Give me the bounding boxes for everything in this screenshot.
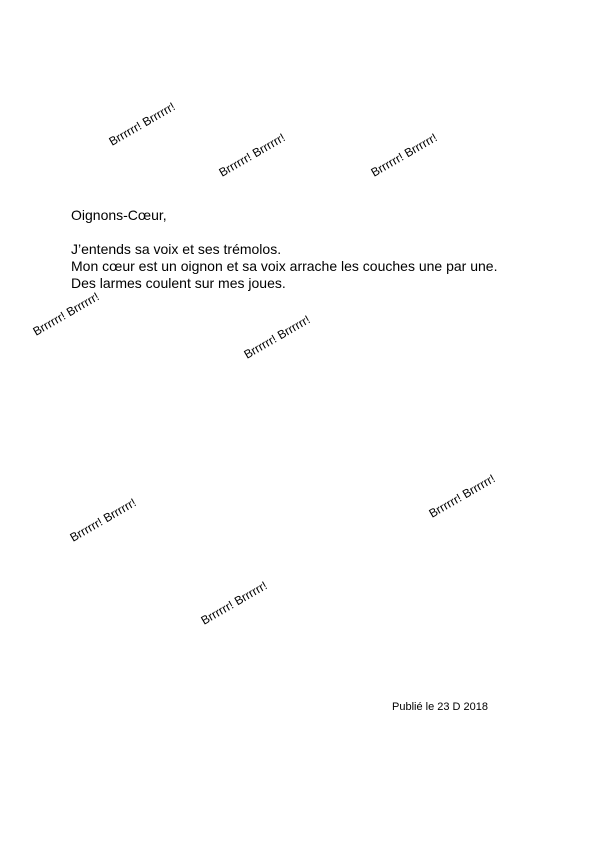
watermark-text: Brrrrrr! Brrrrrr! bbox=[198, 578, 270, 628]
poem-body bbox=[71, 207, 571, 292]
poem-line-1: J’entends sa voix et ses trémolos. bbox=[71, 241, 282, 257]
watermark-text: Brrrrrr! Brrrrrr! bbox=[426, 471, 498, 521]
watermark-text: Brrrrrr! Brrrrrr! bbox=[67, 495, 139, 545]
poem-line-3: Des larmes coulent sur mes joues. bbox=[71, 275, 286, 291]
publication-date: Publié le 23 D 2018 bbox=[392, 701, 489, 713]
poem-line-2: Mon cœur est un oignon et sa voix arrache les couches une par une. bbox=[71, 258, 498, 274]
watermark-text: Brrrrrr! Brrrrrr! bbox=[368, 130, 440, 180]
watermark-text: Brrrrrr! Brrrrrr! bbox=[106, 99, 178, 149]
watermark-text: Brrrrrr! Brrrrrr! bbox=[216, 130, 288, 180]
watermark-text: Brrrrrr! Brrrrrr! bbox=[241, 312, 313, 362]
watermark-text: Brrrrrr! Brrrrrr! bbox=[30, 289, 102, 339]
poem-title: Oignons-Cœur, bbox=[71, 207, 167, 223]
